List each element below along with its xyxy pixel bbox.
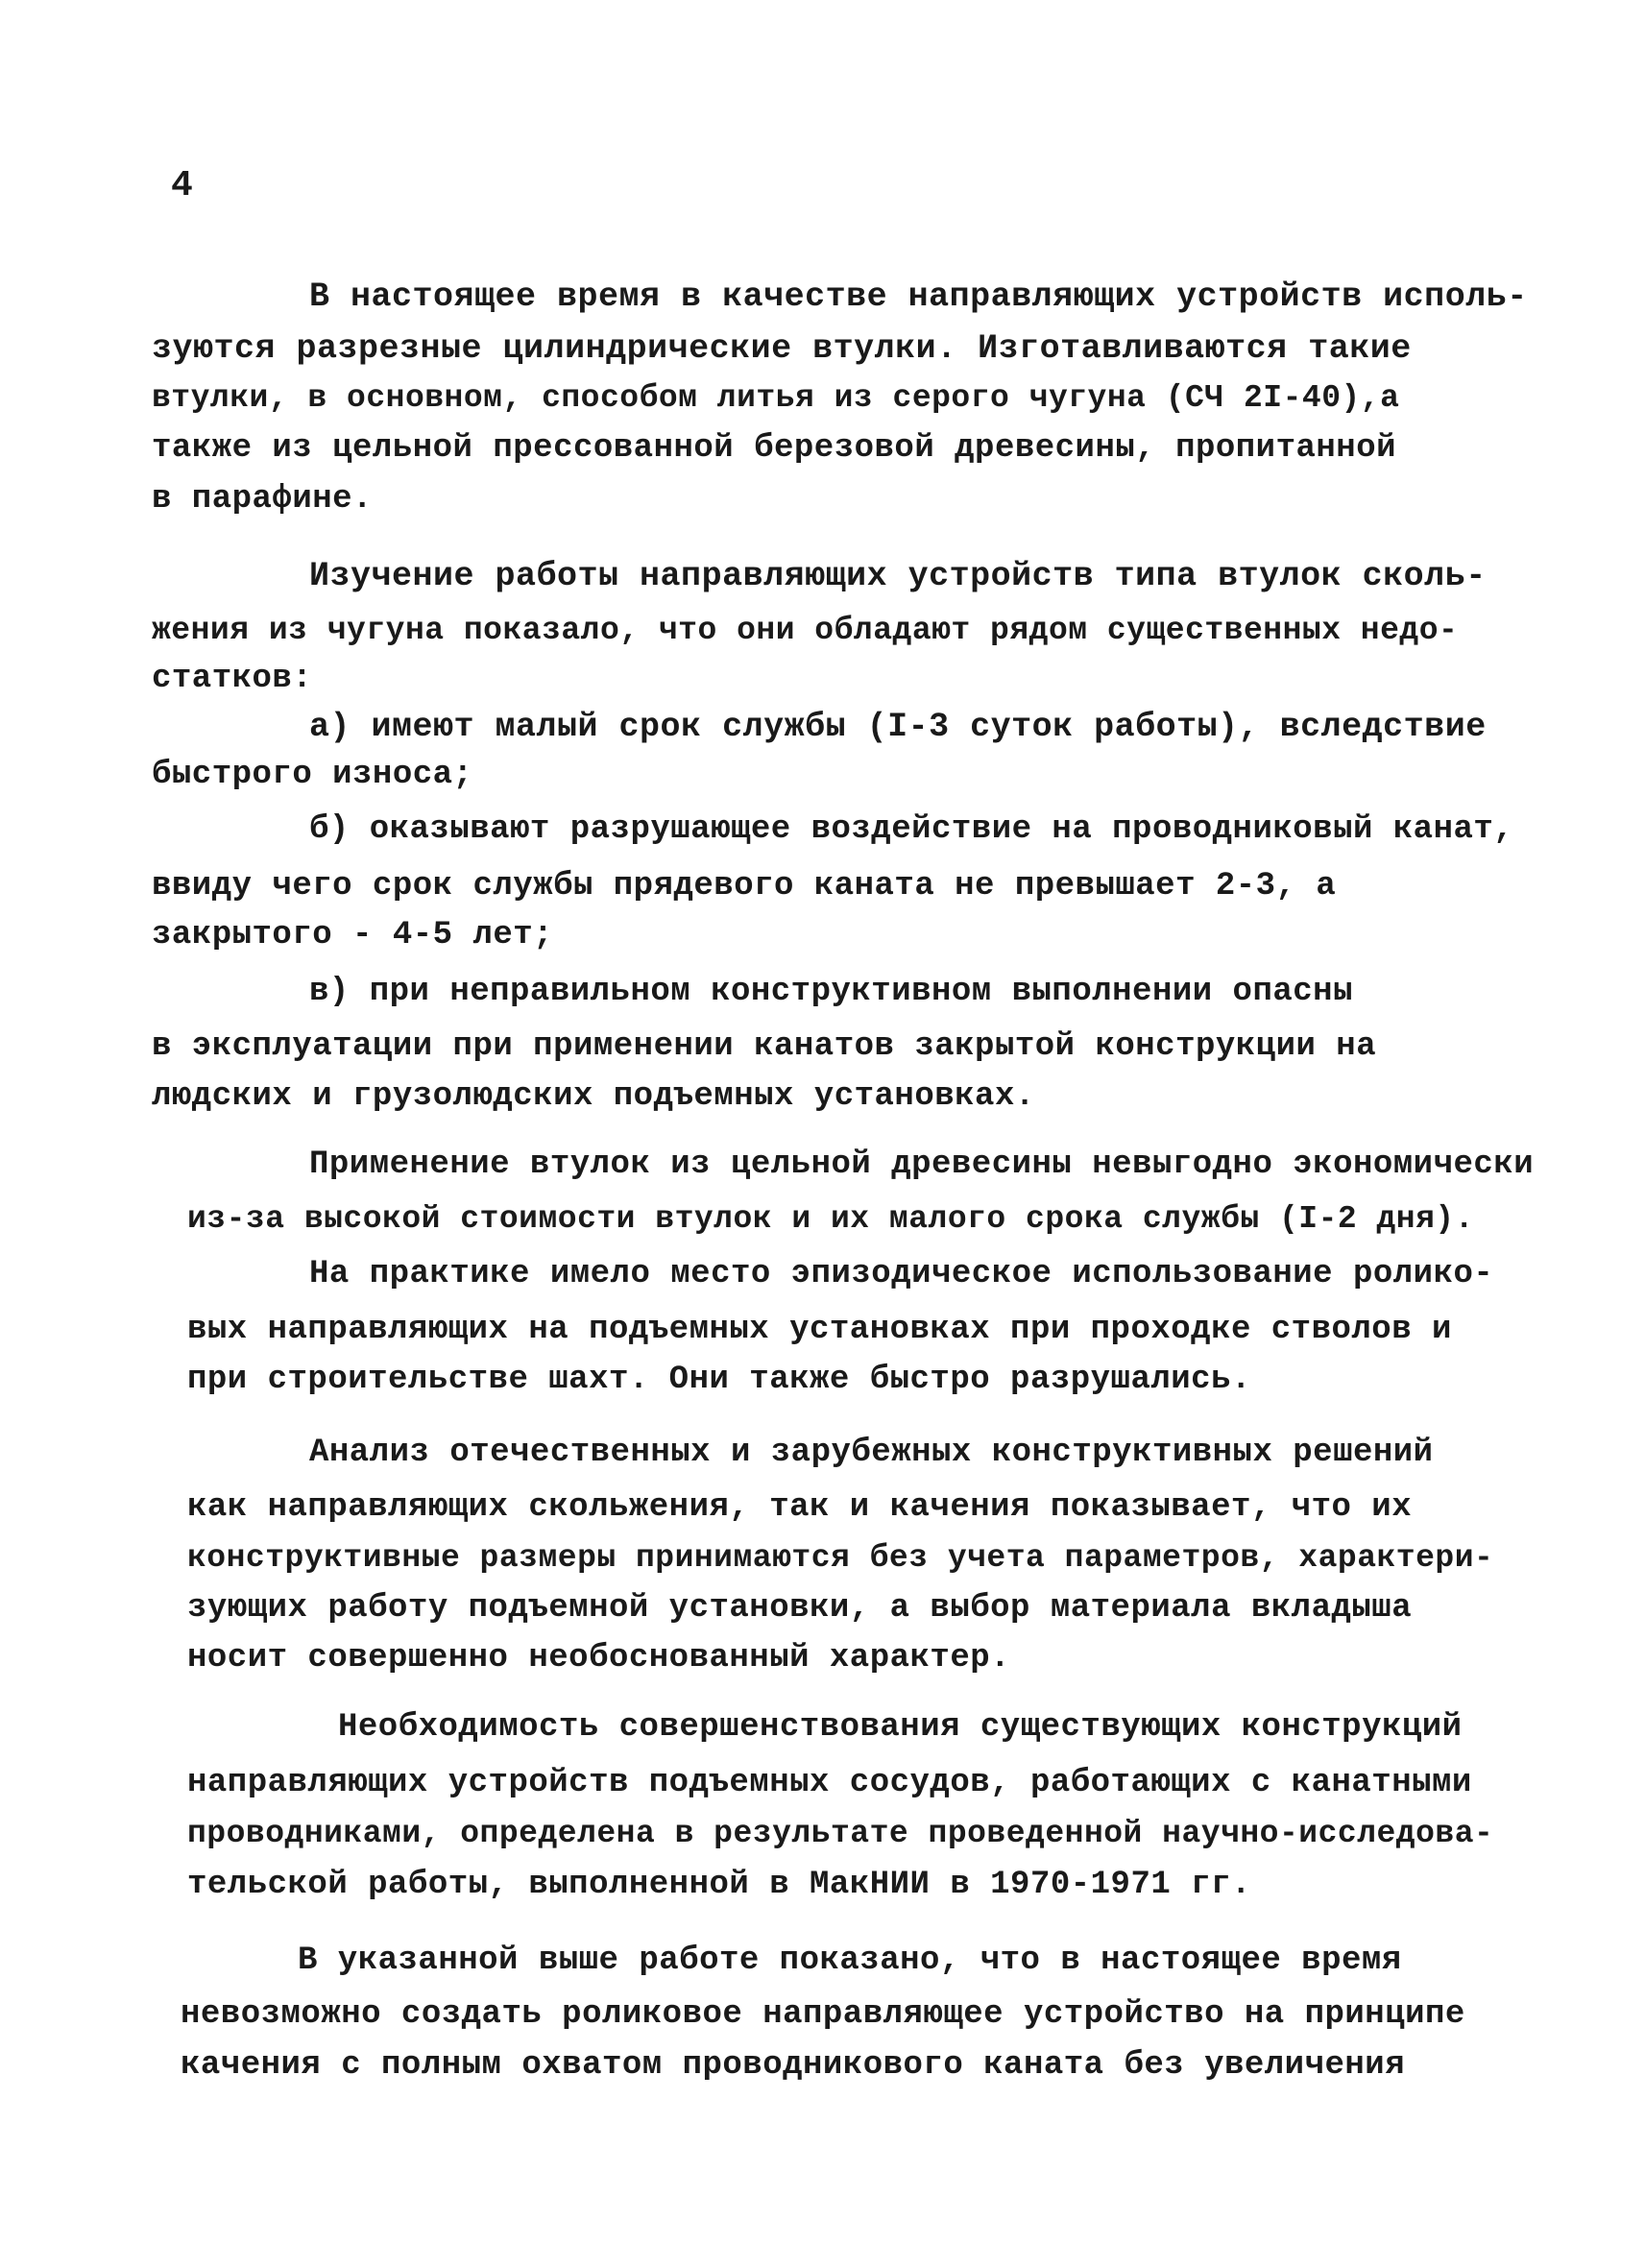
text-line: из-за высокой стоимости втулок и их малого срока службы (I-2 дня). xyxy=(187,1201,1475,1237)
text-line: вых направляющих на подъемных установках при проходке стволов и xyxy=(187,1312,1452,1348)
text-line: невозможно создать роликовое направляющее устройство на принципе xyxy=(181,1996,1465,2033)
text-line: как направляющих скольжения, так и качения показывает, что их xyxy=(187,1489,1413,1526)
text-line: зующих работу подъемной установки, а выбор материала вкладыша xyxy=(187,1590,1413,1627)
text-line: людских и грузолюдских подъемных установках. xyxy=(152,1078,1035,1115)
text-line: статков: xyxy=(152,661,313,697)
text-line: тельской работы, выполненной в МакНИИ в 1970-1971 гг. xyxy=(187,1867,1251,1903)
text-line: втулки, в основном, способом литья из серого чугуна (СЧ 2I-40),а xyxy=(152,380,1400,416)
text-line: В настоящее время в качестве направляющих устройств исполь- xyxy=(309,277,1528,316)
text-line: при строительстве шахт. Они также быстро разрушались. xyxy=(187,1362,1251,1398)
text-line: жения из чугуна показало, что они обладают рядом существенных недо- xyxy=(152,613,1459,648)
text-line: направляющих устройств подъемных сосудов, работающих с канатными xyxy=(187,1765,1472,1801)
text-line: На практике имело место эпизодическое использование ролико- xyxy=(309,1256,1494,1292)
text-line: качения с полным охватом проводникового каната без увеличения xyxy=(181,2047,1406,2084)
text-line: Необходимость совершенствования существующих конструкций xyxy=(338,1709,1463,1746)
text-line: зуются разрезные цилиндрические втулки. Изготавливаются такие xyxy=(152,329,1412,368)
text-line: в эксплуатации при применении канатов закрытой конструкции на xyxy=(152,1028,1377,1065)
text-line: в парафине. xyxy=(152,481,373,518)
text-line: Применение втулок из цельной древесины невыгодно экономически xyxy=(309,1146,1535,1183)
text-line: а) имеют малый срок службы (I-3 суток работы), вследствие xyxy=(309,708,1487,746)
text-line: б) оказывают разрушающее воздействие на проводниковый канат, xyxy=(309,811,1514,848)
page-number: 4 xyxy=(171,165,194,206)
text-line: конструктивные размеры принимаются без учета параметров, характери- xyxy=(187,1540,1494,1576)
text-line: В указанной выше работе показано, что в настоящее время xyxy=(298,1942,1402,1979)
text-line: в) при неправильном конструктивном выполнении опасны xyxy=(309,974,1353,1010)
text-line: Анализ отечественных и зарубежных конструктивных решений xyxy=(309,1435,1434,1471)
text-line: носит совершенно необоснованный характер. xyxy=(187,1640,1011,1677)
text-line: Изучение работы направляющих устройств типа втулок сколь- xyxy=(309,557,1487,595)
text-line: закрытого - 4-5 лет; xyxy=(152,917,554,953)
text-line: также из цельной прессованной березовой древесины, пропитанной xyxy=(152,430,1397,467)
text-line: проводниками, определена в результате проведенной научно-исследова- xyxy=(187,1816,1494,1851)
text-line: быстрого износа; xyxy=(152,757,473,793)
text-line: ввиду чего срок службы прядевого каната не превышает 2-3, а xyxy=(152,868,1337,905)
